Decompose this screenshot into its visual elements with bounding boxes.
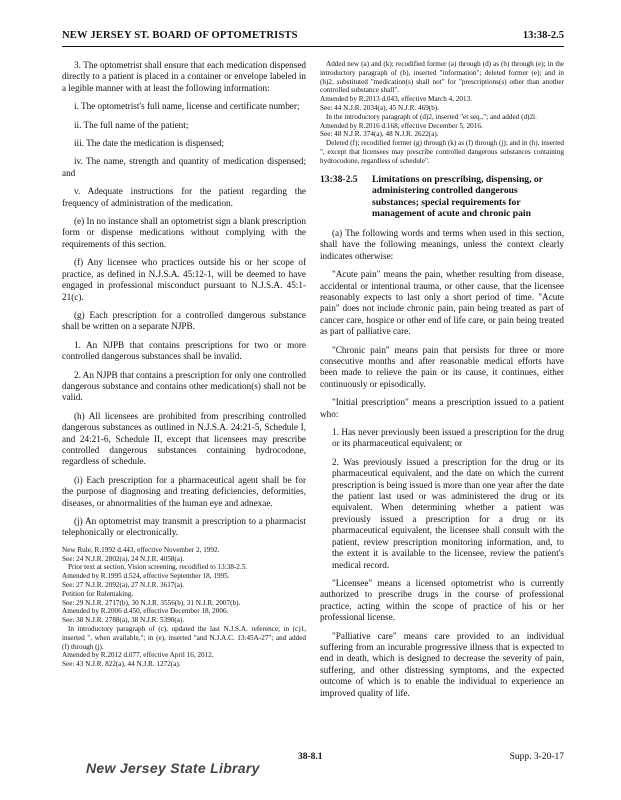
running-header	[62, 26, 564, 47]
history-line: Deleted (f); recodified former (g) through (k) as (f) through (j); and in (h), inserted ", except that licensees may prescribe controlled dangerous substances containing hydrocodone, regardless of schedule".	[320, 139, 564, 165]
definition-chronic-pain: "Chronic pain" means pain that persists for three or more consecutive months and after reasonable medical efforts have been made to relieve the pain or its cause, it continues, either continuously or episodically.	[320, 344, 564, 389]
paragraph-g: (g) Each prescription for a controlled dangerous substance shall be written on a separate NJPB.	[62, 309, 306, 332]
paragraph-d3-v: v. Adequate instructions for the patient regarding the frequency of administration of the medication.	[62, 186, 306, 208]
paragraph-d3-iii: iii. The date the medication is dispensed;	[74, 138, 225, 149]
history-line: Amended by R.2016 d.168, effective December 5, 2016.	[320, 121, 483, 130]
paragraph-h: (h) All licensees are prohibited from prescribing controlled dangerous substances as outlined in N.J.S.A. 24:21-5, Schedule I, and 24:21-6, Schedule II, except that licensees may prescribe controlled dangerous substances containing hydrocodone, regardless of schedule.	[62, 410, 306, 467]
paragraph-j: (j) An optometrist may transmit a prescription to a pharmacist telephonically or electronically.	[62, 516, 306, 538]
history-line: See: 44 N.J.R. 2034(a), 45 N.J.R. 469(b).	[320, 103, 439, 112]
right-column	[320, 60, 564, 706]
section-heading	[320, 174, 564, 220]
paragraph-g1: 1. An NJPB that contains prescriptions for two or more controlled dangerous substances shall be invalid.	[62, 339, 306, 362]
paragraph-d3-i: i. The optometrist's full name, license and certificate number;	[74, 101, 300, 112]
history-line: Amended by R.1995 d.524, effective September 18, 1995.	[62, 572, 230, 581]
definition-initial-1: 1. Has never previously been issued a prescription for the drug or its pharmaceutical equivalent; or	[332, 427, 564, 449]
section-number: 13:38-2.5	[320, 173, 358, 185]
history-line: Amended by R.2012 d.077, effective April 16, 2012.	[62, 651, 214, 660]
definition-licensee: "Licensee" means a licensed optometrist who is currently authorized to prescribe drugs in the course of professional practice, acting within the scope of practice of his or her professional license.	[320, 577, 564, 623]
history-line: See: 38 N.J.R. 2788(a), 38 N.J.R. 5390(a).	[62, 616, 185, 625]
definition-initial-2: 2. Was previously issued a prescription for the drug or its pharmaceutical equivalent, and the date on which the current prescription is being issued is more than one year after the date the patient last used or was administered the drug or its equivalent. When determining whether a patient was previously issued a prescription for a drug or its pharmaceutical equivalent, the licensee shall consult with the patient, review prescription monitoring information, and, to the extent it is available to the licensee, review the patient's medical record.	[332, 456, 564, 570]
paragraph-g2: 2. An NJPB that contains a prescription for only one controlled dangerous substance and contains other medication(s) shall not be valid.	[62, 369, 306, 403]
paragraph-d3-iv: iv. The name, strength and quantity of medication dispensed; and	[62, 156, 306, 178]
history-line: Amended by R.2013 d.043, effective March 4, 2013.	[320, 95, 472, 104]
history-line: In the introductory paragraph of (d)2, inserted "et seq.,"; and added (d)2i.	[326, 112, 537, 121]
paragraph-f: (f) Any licensee who practices outside his or her scope of practice, as defined in N.J.S.A. 45:12-1, will be deemed to have engaged in professional misconduct pursuant to N.J.S.A. 45:1-21(c).	[62, 257, 306, 302]
library-watermark: New Jersey State Library	[86, 760, 260, 776]
definition-palliative-care: "Palliative care" means care provided to an individual suffering from an incurable progressive illness that is expected to end in death, which is designed to decrease the severity of pain, suffering, and other distressing symptoms, and the expected outcome of which is to enable the individual to experience an improved quality of life.	[320, 630, 564, 698]
definition-acute-pain: "Acute pain" means the pain, whether resulting from disease, accidental or intentional trauma, or other cause, that the licensee reasonably expects to last only a short period of time. "Acute pain" does not include chronic pain, pain being treated as part of cancer care, hospice or other end of life care, or pain being treated as part of palliative care.	[320, 269, 564, 337]
left-column	[62, 60, 306, 669]
history-line: See: 24 N.J.R. 2802(a), 24 N.J.R. 4058(a).	[62, 554, 185, 563]
history-notes-left	[62, 546, 306, 669]
history-line: Amended by R.2006 d.450, effective December 18, 2006.	[62, 607, 229, 616]
history-line: Petition for Rulemaking.	[62, 589, 134, 598]
history-line: See: 29 N.J.R. 2717(b), 30 N.J.R. 3556(b), 31 N.J.R. 2007(b).	[62, 598, 241, 607]
page-number: 38-8.1	[298, 752, 323, 762]
paragraph-e: (e) In no instance shall an optometrist sign a blank prescription form or dispense medications without complying with the requirements of this section.	[62, 216, 306, 249]
history-line: See: 27 N.J.R. 2092(a), 27 N.J.R. 3617(a).	[62, 581, 185, 589]
paragraph-d3-ii: ii. The full name of the patient;	[74, 119, 189, 130]
section-title: Limitations on prescribing, dispensing, or administering controlled dangerous substances; special requirements for management of acute and chronic pain	[372, 173, 543, 220]
history-line: Prior text at section, Vision screening, recodified to 13:38-2.5.	[68, 563, 248, 572]
paragraph-d3: 3. The optometrist shall ensure that each medication dispensed directly to a patient is placed in a container or envelope labeled in a legible manner with at least the following information:	[62, 60, 306, 93]
supplement-date: Supp. 3-20-17	[509, 752, 564, 762]
history-line: Added new (a) and (k); recodified former (a) through (d) as (b) through (e); in the introductory paragraph of (b), inserted "information"; deleted former (e); and in (h)2, substituted "medication(s) shall not" for "prescriptions(s) other than another controlled substance shall".	[320, 60, 564, 95]
header-section-number: 13:38-2.5	[522, 30, 564, 41]
paragraph-i: (i) Each prescription for a pharmaceutical agent shall be for the purpose of diagnosing and treating deficiencies, deformities, diseases, or abnormalities of the human eye and adnexae.	[62, 474, 306, 508]
history-line: In introductory paragraph of (c), updated the last N.J.S.A. reference; in (c)1, inserted ", when available,"; in (e), inserted "and N.J.A.C. 13:45A-27"; and added (f) through (j).	[62, 624, 306, 651]
header-title: NEW JERSEY ST. BOARD OF OPTOMETRISTS	[62, 30, 298, 41]
history-line: See: 48 N.J.R. 374(a), 48 N.J.R. 2622(a).	[320, 130, 439, 139]
page-footer	[62, 752, 564, 782]
history-notes-right	[320, 60, 564, 166]
history-line: New Rule, R.1992 d.443, effective November 2, 1992.	[62, 545, 220, 554]
definition-initial-prescription: "Initial prescription" means a prescription issued to a patient who:	[320, 397, 564, 419]
history-line: See: 43 N.J.R. 822(a), 44 N.J.R. 1272(a).	[62, 660, 181, 669]
paragraph-a: (a) The following words and terms when used in this section, shall have the following meanings, unless the context clearly indicates otherwise:	[320, 227, 564, 261]
